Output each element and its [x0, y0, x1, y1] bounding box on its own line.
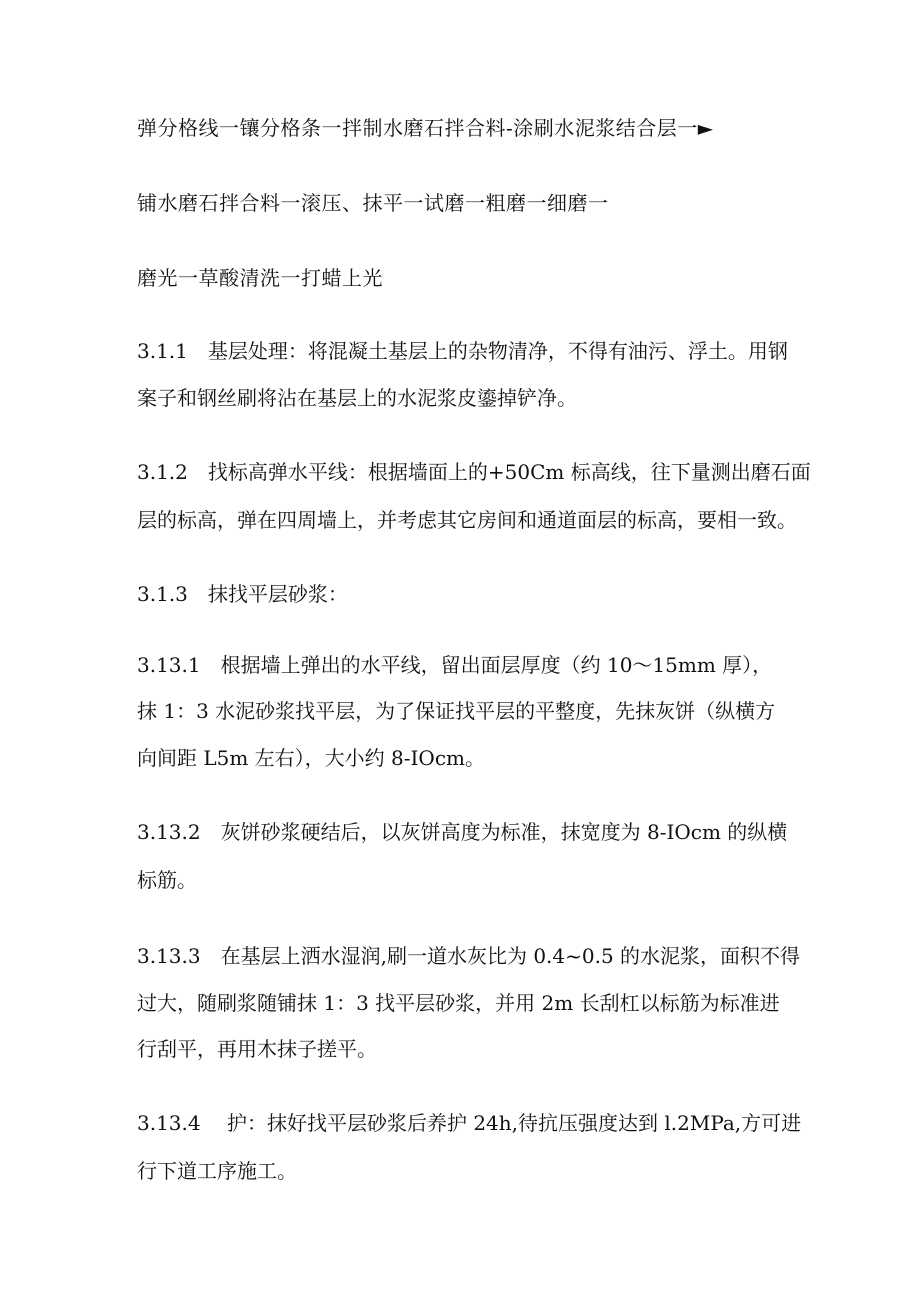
section-3-13-4-line-2: 行下道工序施工。 — [137, 1159, 297, 1183]
section-3-1-2-line-1: 3.1.2 找标高弹水平线：根据墙面上的+50Cm 标高线，往下量测出磨石面 — [137, 460, 811, 484]
section-3-13-3-line-2: 过大，随刷浆随铺抹 1：3 找平层砂浆，并用 2m 长刮杠以标筋为标准进 — [137, 991, 780, 1015]
section-3-13-2-line-1: 3.13.2 灰饼砂浆硬结后，以灰饼高度为标准，抹宽度为 8-IOcm 的纵横 — [137, 820, 788, 844]
process-flow-line-2: 铺水磨石拌合料一滚压、抹平一试磨一粗磨一细磨一 — [137, 191, 609, 215]
section-3-1-1-line-1: 3.1.1 基层处理：将混凝土基层上的杂物清净，不得有油污、浮土。用钢 — [137, 339, 788, 363]
process-flow-line-3: 磨光一草酸清洗一打蜡上光 — [137, 266, 383, 290]
section-3-13-1-line-3: 向间距 L5m 左右），大小约 8-IOcm。 — [137, 746, 485, 770]
section-3-13-3-line-1: 3.13.3 在基层上洒水湿润,刷一道水灰比为 0.4~0.5 的水泥浆，面积不得 — [137, 944, 801, 968]
section-3-13-1-line-2: 抹 1：3 水泥砂浆找平层，为了保证找平层的平整度，先抹灰饼（纵横方 — [137, 699, 776, 723]
section-3-13-4-line-1: 3.13.4 护：抹好找平层砂浆后养护 24h,待抗压强度达到 l.2MPa,方可进 — [137, 1111, 802, 1135]
section-3-1-2-line-2: 层的标高，弹在四周墙上，并考虑其它房间和通道面层的标高，要相一致。 — [137, 508, 797, 532]
process-flow-line-1: 弹分格线一镶分格条一拌制水磨石拌合料-涂刷水泥浆结合层一► — [137, 116, 714, 140]
section-3-1-1-line-2: 案子和钢丝刷将沾在基层上的水泥浆皮鎏掉铲净。 — [137, 386, 577, 410]
section-3-1-3-line-1: 3.1.3 抹找平层砂浆： — [137, 582, 348, 606]
section-3-13-2-line-2: 标筋。 — [137, 868, 197, 892]
section-3-13-3-line-3: 行刮平，再用木抹子搓平。 — [137, 1037, 377, 1061]
section-3-13-1-line-1: 3.13.1 根据墙上弹出的水平线，留出面层厚度（约 10～15mm 厚）， — [137, 653, 773, 677]
